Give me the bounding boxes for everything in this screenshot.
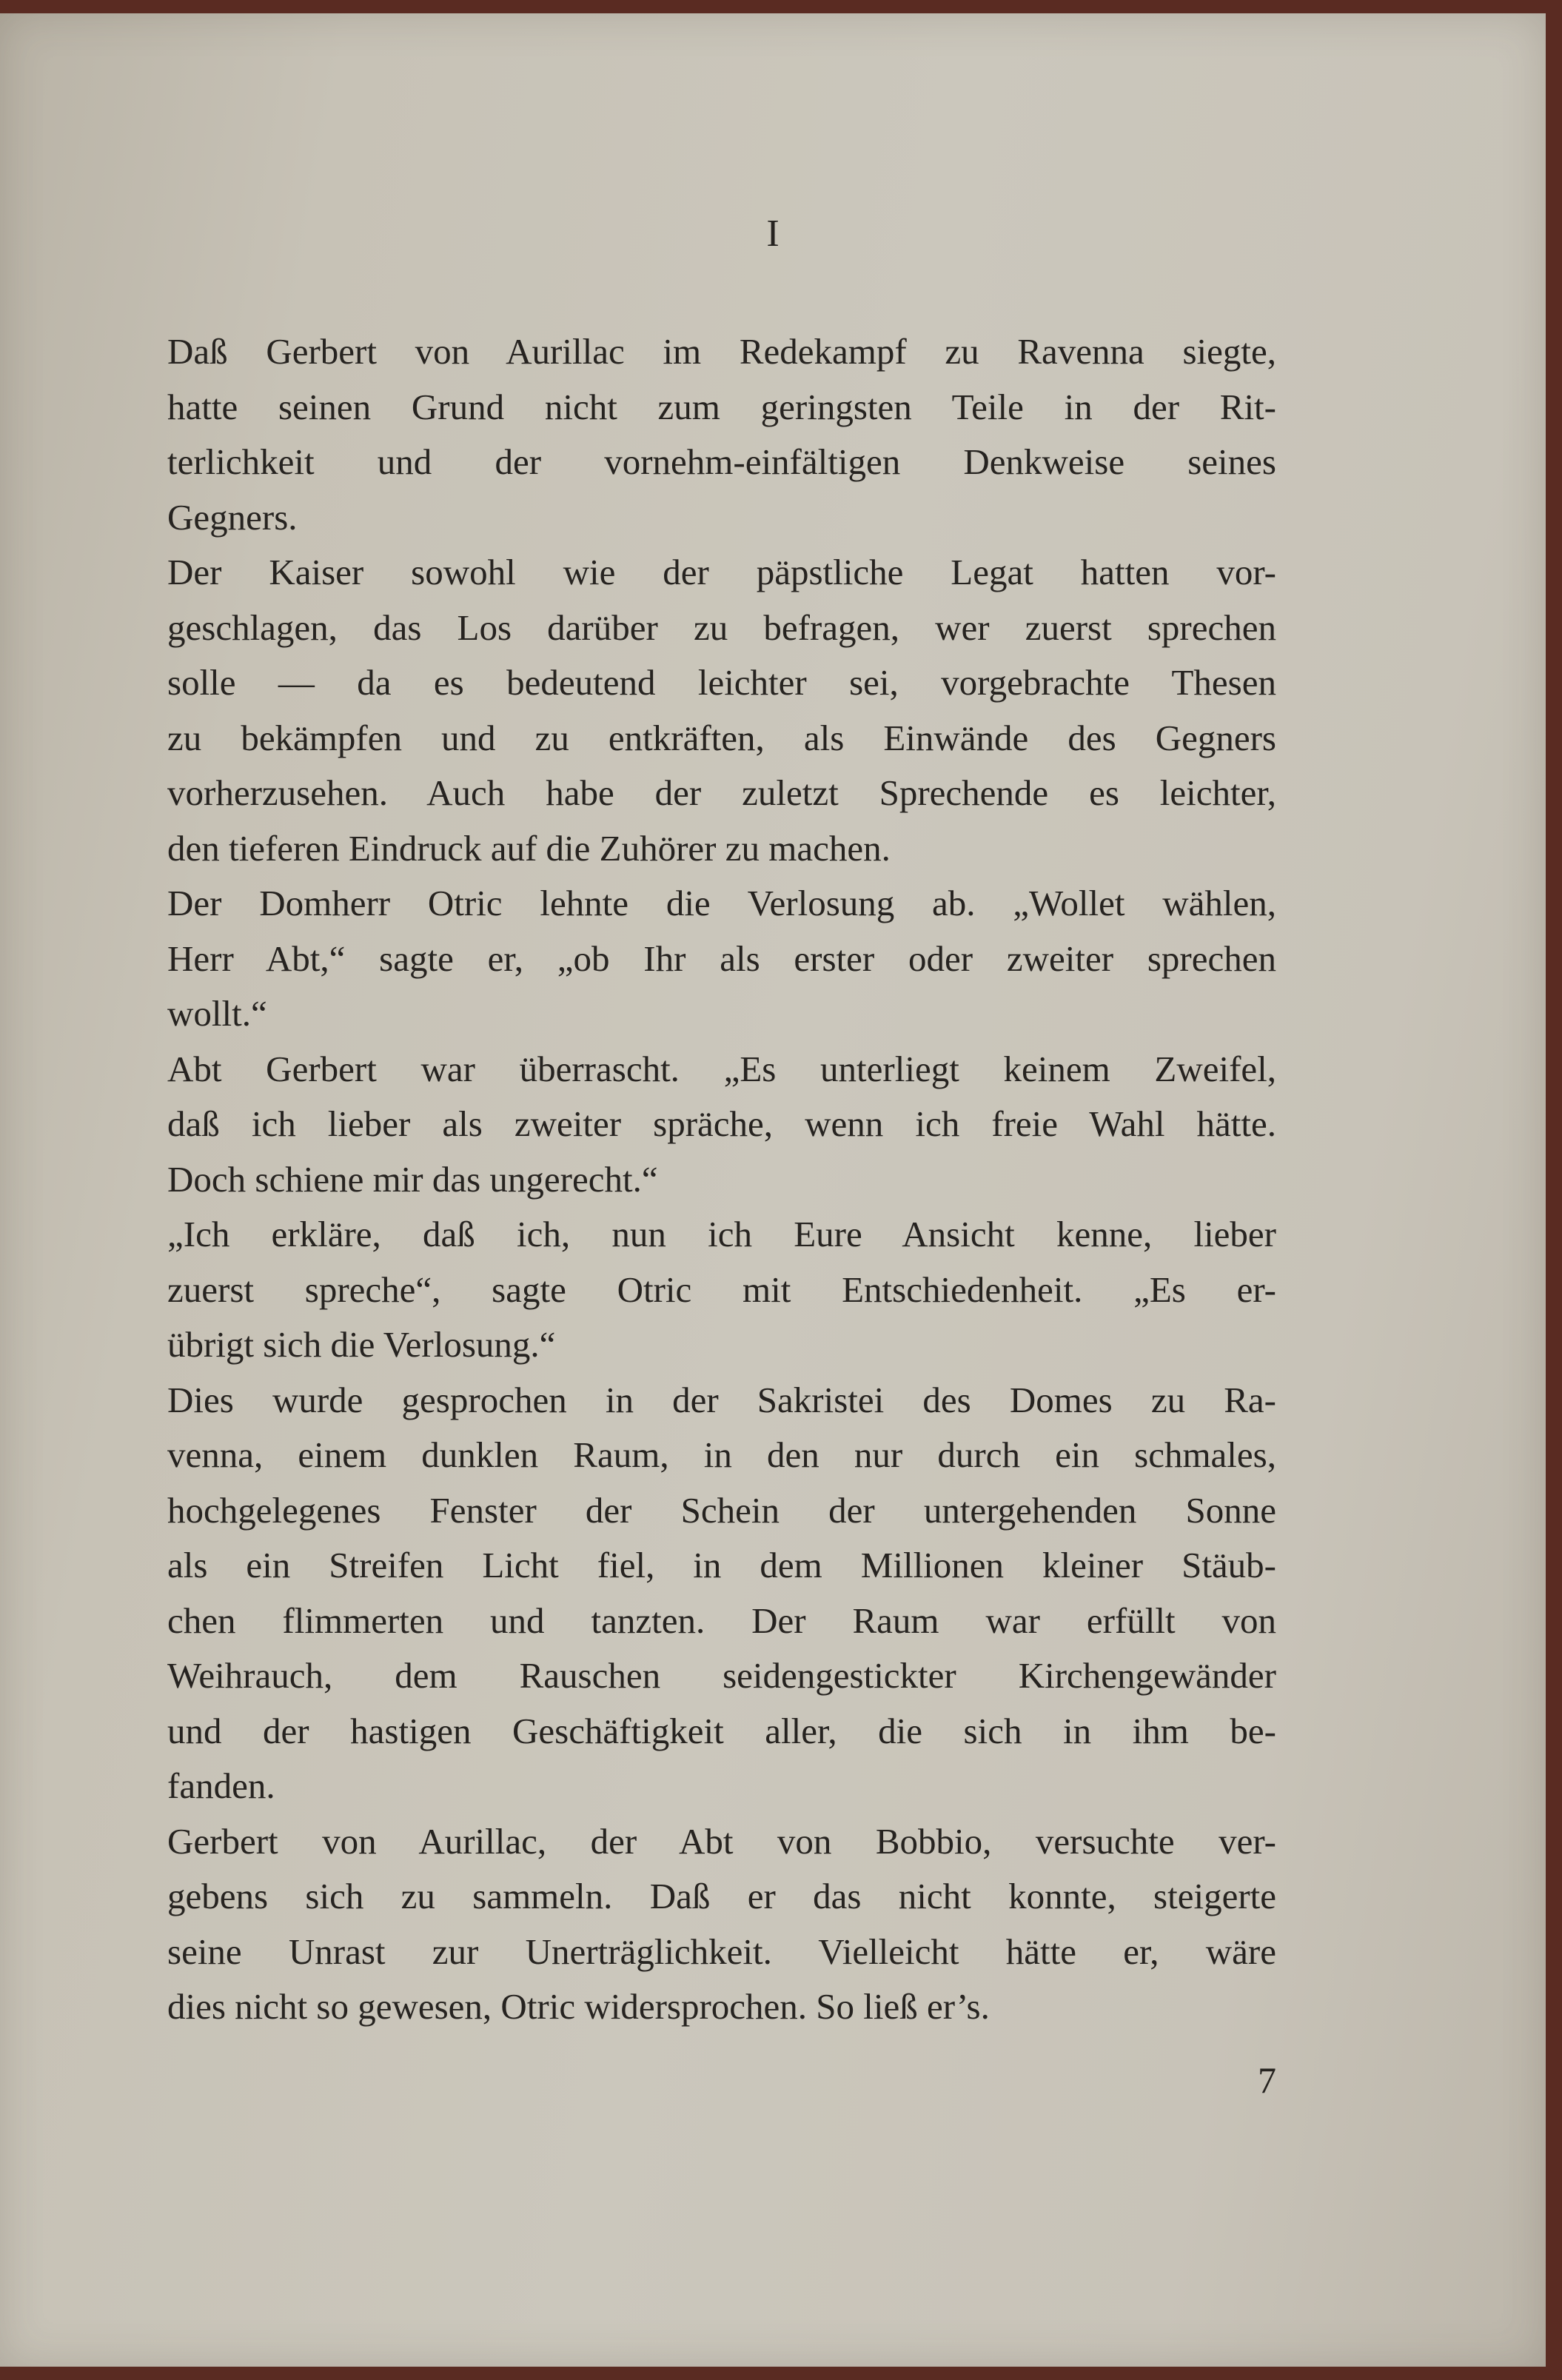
text-line: terlichkeit und der vornehm-einfältigen Denkweise seines: [167, 441, 1276, 482]
text-line: seine Unrast zur Unerträglichkeit. Vielleicht hätte er, wäre: [167, 1931, 1276, 1972]
text-line: vorherzusehen. Auch habe der zuletzt Sprechende es leichter,: [167, 772, 1276, 813]
text-line: venna, einem dunklen Raum, in den nur durch ein schmales,: [167, 1434, 1276, 1475]
text-line: zu bekämpfen und zu entkräften, als Einwände des Gegners: [167, 717, 1276, 758]
text-line: Gegners.: [167, 496, 298, 538]
text-line: daß ich lieber als zweiter spräche, wenn ich freie Wahl hätte.: [167, 1103, 1276, 1144]
text-line: Der Kaiser sowohl wie der päpstliche Legat hatten vor-: [167, 552, 1276, 592]
text-line: geschlagen, das Los darüber zu befragen, wer zuerst sprechen: [167, 606, 1276, 648]
text-line: dies nicht so gewesen, Otric widersprochen. So ließ er’s.: [167, 1986, 990, 2027]
text-line: wollt.“: [167, 993, 267, 1034]
text-line: solle — da es bedeutend leichter sei, vorgebrachte Thesen: [167, 662, 1276, 703]
text-line: fanden.: [167, 1765, 275, 1806]
chapter-number: I: [766, 213, 780, 255]
text-line: Herr Abt,“ sagte er, „ob Ihr als erster oder zweiter sprechen: [167, 937, 1276, 979]
text-line: „Ich erkläre, daß ich, nun ich Eure Ansicht kenne, lieber: [167, 1214, 1276, 1254]
text-line: zuerst spreche“, sagte Otric mit Entschiedenheit. „Es er-: [167, 1268, 1276, 1310]
text-line: Dies wurde gesprochen in der Sakristei des Domes zu Ra-: [167, 1379, 1276, 1420]
body-text: [167, 324, 1276, 2035]
text-line: als ein Streifen Licht fiel, in dem Millionen kleiner Stäub-: [167, 1545, 1276, 1585]
text-line: Der Domherr Otric lehnte die Verlosung ab. „Wollet wählen,: [167, 883, 1276, 923]
text-line: Daß Gerbert von Aurillac im Redekampf zu Ravenna siegte,: [167, 331, 1276, 372]
text-line: Gerbert von Aurillac, der Abt von Bobbio, versuchte ver-: [167, 1820, 1276, 1862]
book-page: [0, 13, 1546, 2367]
text-line: den tieferen Eindruck auf die Zuhörer zu machen.: [167, 827, 891, 869]
text-line: gebens sich zu sammeln. Daß er das nicht konnte, steigerte: [167, 1876, 1276, 1916]
page-number: 7: [1258, 2059, 1276, 2101]
text-line: übrigt sich die Verlosung.“: [167, 1324, 556, 1365]
text-line: hochgelegenes Fenster der Schein der untergehenden Sonne: [167, 1489, 1276, 1531]
text-line: Weihrauch, dem Rauschen seidengestickter Kirchengewänder: [167, 1655, 1276, 1696]
text-line: Abt Gerbert war überrascht. „Es unterliegt keinem Zweifel,: [167, 1048, 1276, 1089]
text-line: hatte seinen Grund nicht zum geringsten Teile in der Rit-: [167, 386, 1276, 427]
text-line: Doch schiene mir das ungerecht.“: [167, 1158, 658, 1200]
text-line: und der hastigen Geschäftigkeit aller, die sich in ihm be-: [167, 1710, 1276, 1751]
text-line: chen flimmerten und tanzten. Der Raum war erfüllt von: [167, 1600, 1276, 1641]
